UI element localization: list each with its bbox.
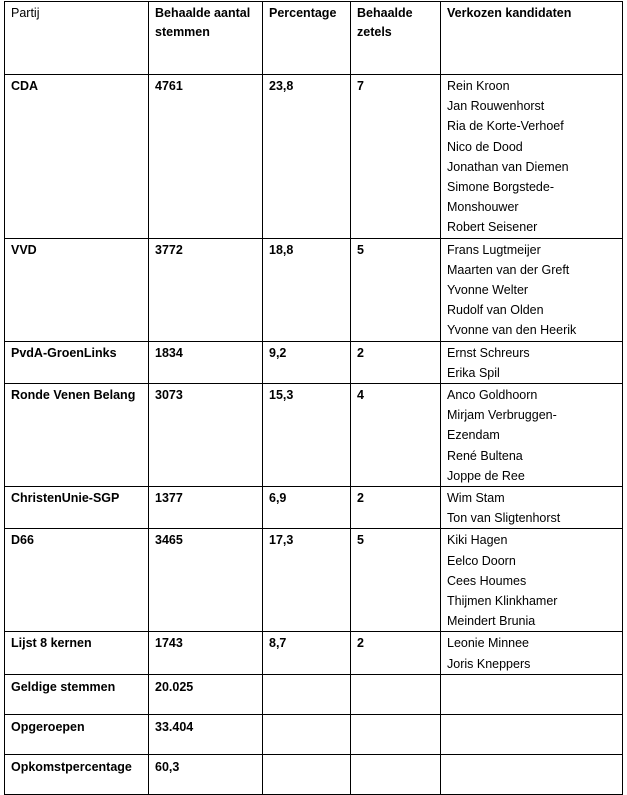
percentage-cell: 17,3 (263, 529, 351, 632)
table-row (5, 384, 623, 487)
seats-cell: 2 (351, 487, 441, 529)
votes-cell: 3772 (149, 238, 263, 341)
party-cell: D66 (5, 529, 149, 632)
candidate-name: Mirjam Verbruggen- (447, 408, 557, 423)
candidate-list (447, 240, 616, 341)
votes-cell: 3465 (149, 529, 263, 632)
candidate-name: Robert Seisener (447, 220, 538, 235)
candidates-cell (441, 238, 623, 341)
table-row (5, 529, 623, 632)
candidate-name: Joppe de Ree (447, 468, 525, 483)
summary-row (5, 674, 623, 714)
candidate-name: Meindert Brunia (447, 614, 536, 629)
summary-label: Opkomstpercentage (5, 754, 149, 794)
candidate-list (447, 530, 616, 631)
votes-cell: 1834 (149, 341, 263, 383)
candidate-name: Yvonne van den Heerik (447, 323, 577, 338)
table-row (5, 487, 623, 529)
party-cell: Lijst 8 kernen (5, 632, 149, 674)
candidate-name: Joris Kneppers (447, 656, 531, 671)
header-votes: Behaalde aantal stemmen (149, 2, 263, 75)
summary-row (5, 754, 623, 794)
percentage-cell: 8,7 (263, 632, 351, 674)
seats-cell: 2 (351, 341, 441, 383)
header-party: Partij (5, 2, 149, 75)
candidate-list (447, 488, 616, 528)
candidate-list (447, 633, 616, 673)
candidates-cell (441, 529, 623, 632)
summary-value: 20.025 (149, 674, 263, 714)
table-body (5, 2, 623, 795)
candidate-name: Nico de Dood (447, 139, 523, 154)
seats-cell: 2 (351, 632, 441, 674)
party-cell: Ronde Venen Belang (5, 384, 149, 487)
empty-cell (441, 754, 623, 794)
candidate-list (447, 76, 616, 238)
candidates-cell (441, 75, 623, 239)
candidate-name: Anco Goldhoorn (447, 388, 538, 403)
party-cell: VVD (5, 238, 149, 341)
seats-cell: 7 (351, 75, 441, 239)
summary-value: 60,3 (149, 754, 263, 794)
votes-cell: 4761 (149, 75, 263, 239)
candidate-name: Rein Kroon (447, 79, 510, 93)
empty-cell (441, 674, 623, 714)
candidate-name: Jan Rouwenhorst (447, 99, 545, 114)
seats-cell: 5 (351, 238, 441, 341)
candidate-list (447, 385, 616, 486)
candidate-name: Ezendam (447, 428, 500, 443)
votes-cell: 3073 (149, 384, 263, 487)
summary-label: Opgeroepen (5, 714, 149, 754)
summary-value: 33.404 (149, 714, 263, 754)
seats-cell: 4 (351, 384, 441, 487)
empty-cell (351, 754, 441, 794)
candidate-name: Kiki Hagen (447, 533, 508, 548)
summary-row (5, 714, 623, 754)
election-results-table (4, 1, 623, 795)
table-row (5, 75, 623, 239)
seats-cell: 5 (351, 529, 441, 632)
table-row (5, 341, 623, 383)
percentage-cell: 23,8 (263, 75, 351, 239)
empty-cell (263, 674, 351, 714)
empty-cell (351, 714, 441, 754)
percentage-cell: 6,9 (263, 487, 351, 529)
candidate-name: Wim Stam (447, 491, 505, 506)
empty-cell (263, 754, 351, 794)
candidate-name: Maarten van der Greft (447, 262, 570, 277)
candidate-name: Simone Borgstede- (447, 180, 555, 195)
candidate-name: Erika Spil (447, 365, 500, 380)
votes-cell: 1743 (149, 632, 263, 674)
table-row (5, 238, 623, 341)
header-seats: Behaalde zetels (351, 2, 441, 75)
candidate-name: Rudolf van Olden (447, 303, 544, 318)
party-cell: ChristenUnie-SGP (5, 487, 149, 529)
candidates-cell (441, 341, 623, 383)
votes-cell: 1377 (149, 487, 263, 529)
table-row (5, 632, 623, 674)
candidates-cell (441, 384, 623, 487)
candidate-name: Ton van Sligtenhorst (447, 511, 561, 526)
candidate-name: Frans Lugtmeijer (447, 242, 541, 257)
summary-label: Geldige stemmen (5, 674, 149, 714)
empty-cell (263, 714, 351, 754)
percentage-cell: 15,3 (263, 384, 351, 487)
candidate-name: Cees Houmes (447, 573, 527, 588)
candidate-name: Eelco Doorn (447, 553, 516, 568)
candidates-cell (441, 487, 623, 529)
candidate-list (447, 343, 616, 383)
empty-cell (351, 674, 441, 714)
header-row (5, 2, 623, 75)
candidate-name: Jonathan van Diemen (447, 159, 569, 174)
candidates-cell (441, 632, 623, 674)
header-candidates: Verkozen kandidaten (441, 2, 623, 75)
party-cell: CDA (5, 75, 149, 239)
candidate-name: Monshouwer (447, 200, 519, 215)
percentage-cell: 18,8 (263, 238, 351, 341)
candidate-name: René Bultena (447, 448, 523, 463)
candidate-name: Thijmen Klinkhamer (447, 594, 558, 609)
candidate-name: Ria de Korte-Verhoef (447, 119, 564, 134)
header-percentage: Percentage (263, 2, 351, 75)
party-cell: PvdA-GroenLinks (5, 341, 149, 383)
candidate-name: Ernst Schreurs (447, 345, 530, 360)
candidate-name: Yvonne Welter (447, 283, 529, 298)
empty-cell (441, 714, 623, 754)
percentage-cell: 9,2 (263, 341, 351, 383)
candidate-name: Leonie Minnee (447, 636, 530, 651)
